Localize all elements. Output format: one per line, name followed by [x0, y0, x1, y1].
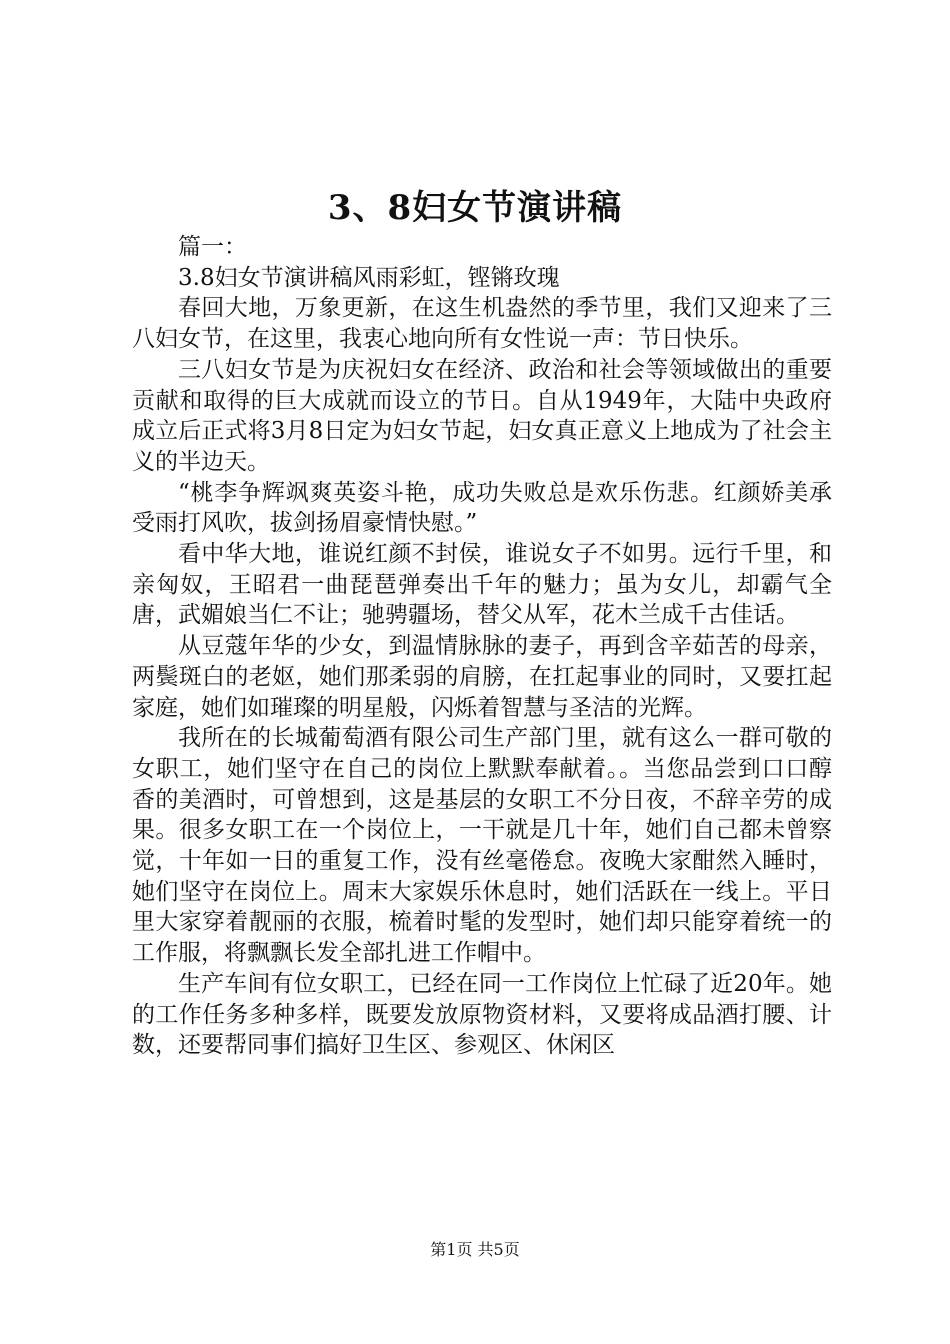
paragraph: 三八妇女节是为庆祝妇女在经济、政治和社会等领域做出的重要贡献和取得的巨大成就而设立的节日。自从1949年，大陆中央政府成立后正式将3月8日定为妇女节起，妇女真正意义上地成为了社会主义的半边天。	[132, 356, 832, 475]
document-title: 3、8妇女节演讲稿	[327, 188, 623, 228]
document-body	[132, 232, 832, 1061]
paragraph: 3.8妇女节演讲稿风雨彩虹，铿锵玫瑰	[178, 264, 560, 291]
page-number-footer: 第1页 共5页	[430, 1240, 520, 1259]
paragraph: 篇一：	[178, 234, 247, 260]
paragraph: 生产车间有位女职工，已经在同一工作岗位上忙碌了近20年。她的工作任务多种多样，既要发放原物资材料，又要将成品酒打腰、计数，还要帮同事们搞好卫生区、参观区、休闲区	[132, 970, 832, 1059]
paragraph: 春回大地，万象更新，在这生机盎然的季节里，我们又迎来了三八妇女节，在这里，我衷心地向所有女性说一声：节日快乐。	[132, 295, 832, 353]
paragraph: 我所在的长城葡萄酒有限公司生产部门里，就有这么一群可敬的女职工，她们坚守在自己的岗位上默默奉献着。。当您品尝到口口醇香的美酒时，可曾想到，这是基层的女职工不分日夜，不辞辛劳的成果。很多女职工在一个岗位上，一干就是几十年，她们自己都未曾察觉，十年如一日的重复工作，没有丝毫倦怠。夜晚大家酣然入睡时，她们坚守在岗位上。周末大家娱乐休息时，她们活跃在一线上。平日里大家穿着靓丽的衣服，梳着时髦的发型时，她们却只能穿着统一的工作服，将飘飘长发全部扎进工作帽中。	[132, 725, 832, 967]
paragraph: 从豆蔻年华的少女，到温情脉脉的妻子，再到含辛茹苦的母亲，两鬓斑白的老妪，她们那柔弱的肩膀，在扛起事业的同时，又要扛起家庭，她们如璀璨的明星般，闪烁着智慧与圣洁的光辉。	[132, 633, 832, 721]
paragraph: “桃李争辉飒爽英姿斗艳，成功失败总是欢乐伤悲。红颜娇美承受雨打风吹，拔剑扬眉豪情快慰。”	[132, 479, 832, 537]
paragraph: 看中华大地，谁说红颜不封侯，谁说女子不如男。远行千里，和亲匈奴，王昭君一曲琵琶弹奏出千年的魅力；虽为女儿，却霸气全唐，武媚娘当仁不让；驰骋疆场，替父从军，花木兰成千古佳话。	[132, 541, 832, 629]
